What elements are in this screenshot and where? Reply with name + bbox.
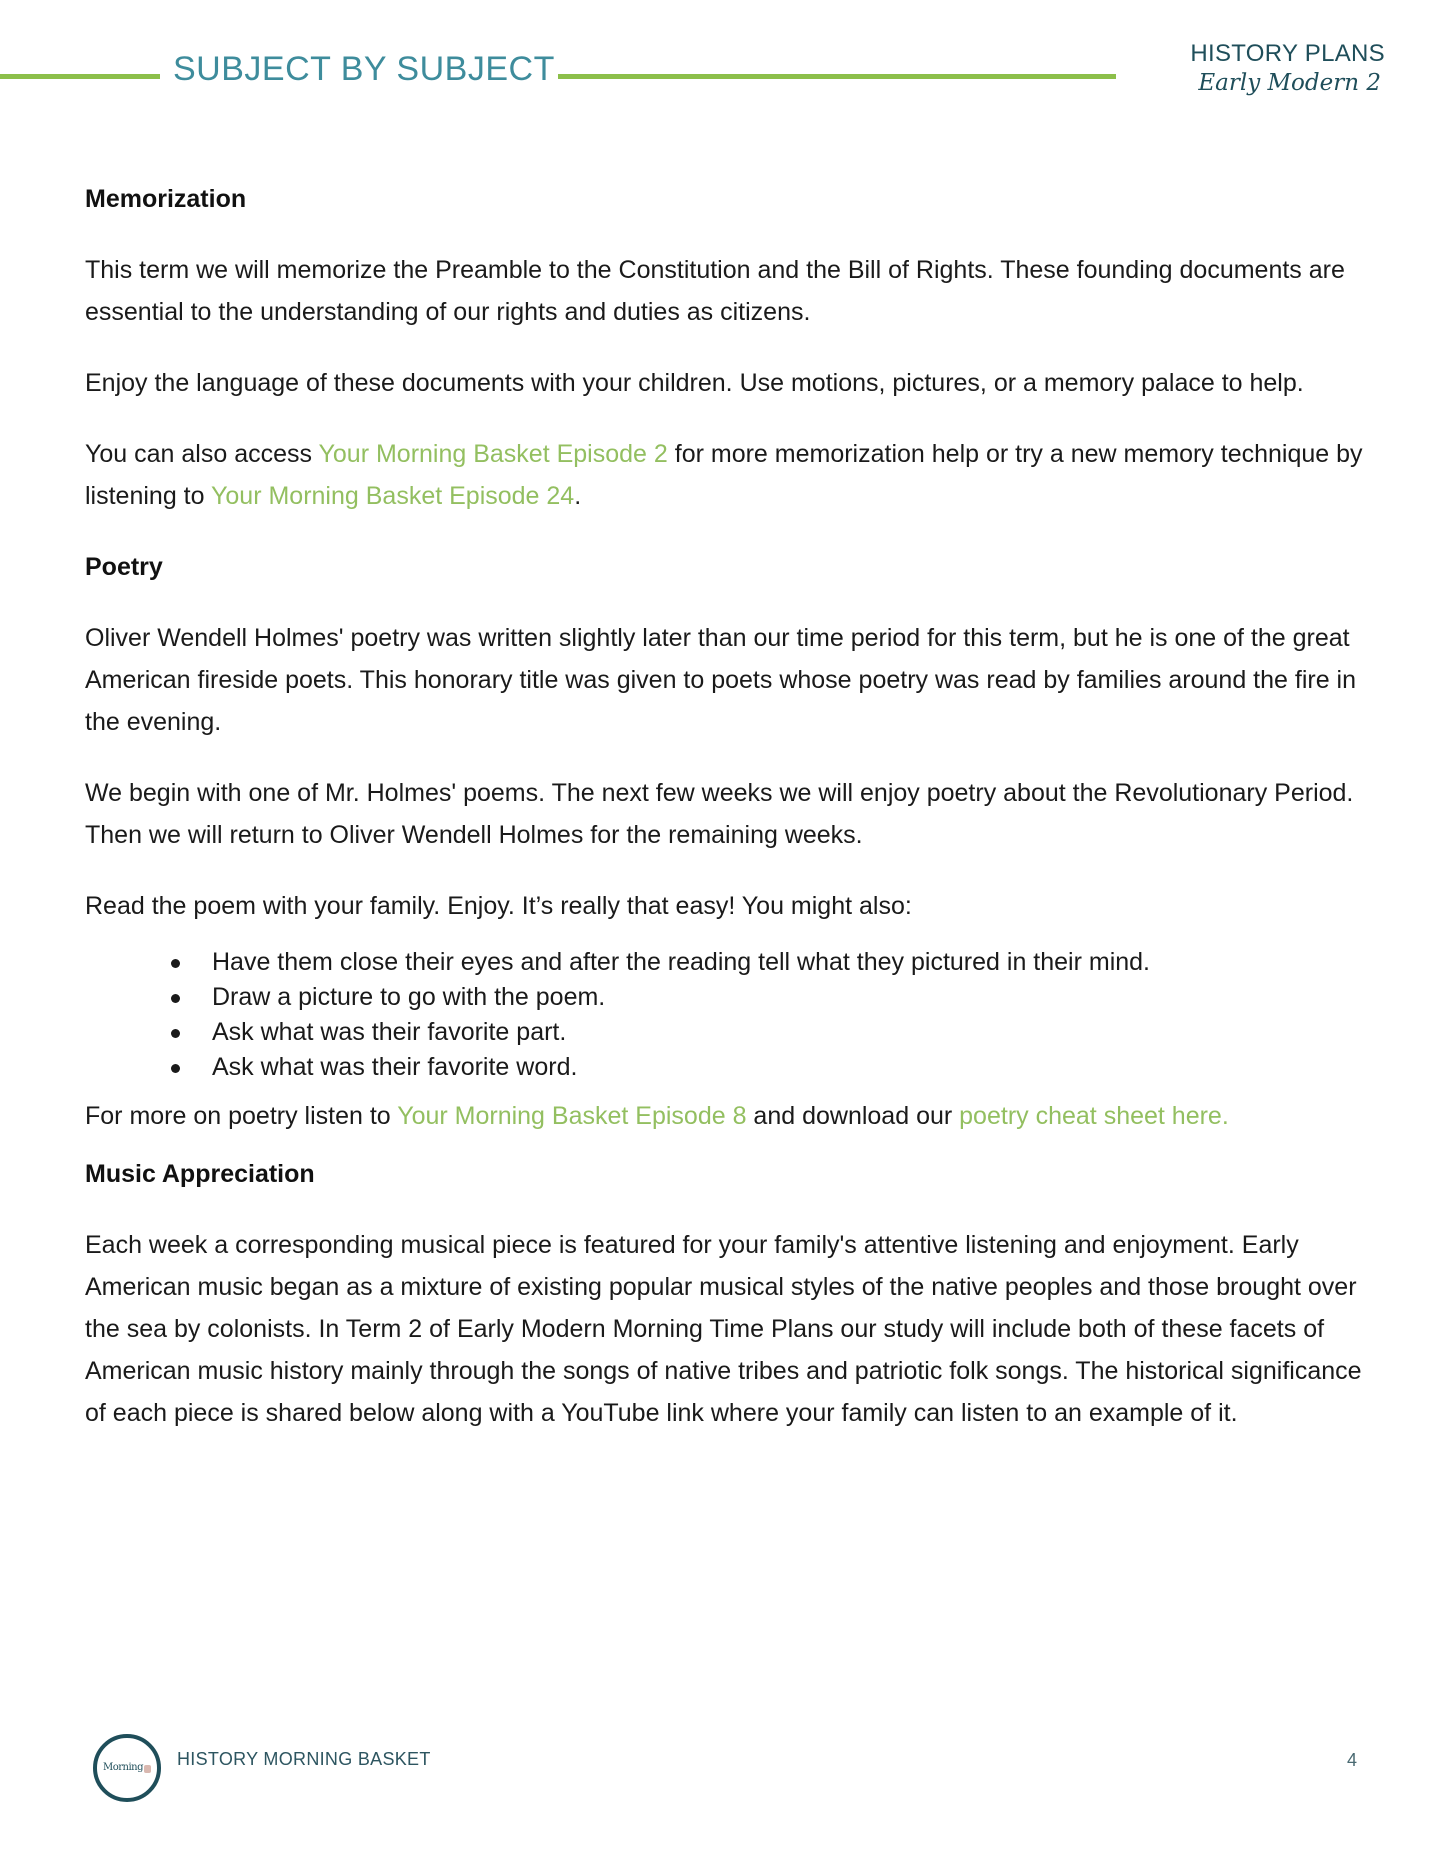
list-item bbox=[85, 1050, 1375, 1085]
poetry-section bbox=[85, 546, 1375, 1137]
basket-icon bbox=[144, 1765, 151, 1773]
music-paragraph-1: Each week a corresponding musical piece is featured for your family's attentive listening and enjoyment. Early American music began as a mixture of existing popular musical styles of the native peoples and those brought over the sea by colonists. In Term 2 of Early Modern Morning Time Plans our study will include both of these facets of American music history mainly through the songs of native tribes and patriotic folk songs. The historical significance of each piece is shared below along with a YouTube link where your family can listen to an example of it. bbox=[85, 1231, 1362, 1427]
music-section bbox=[85, 1153, 1375, 1434]
text-fragment: For more on poetry listen to bbox=[85, 1102, 398, 1130]
memorization-paragraph-1: This term we will memorize the Preamble to the Constitution and the Bill of Rights. These founding documents are essential to the understanding of our rights and duties as citizens. bbox=[85, 256, 1345, 326]
text-fragment: You can also access bbox=[85, 440, 319, 468]
page-content bbox=[85, 178, 1375, 1434]
poetry-paragraph-3: Read the poem with your family. Enjoy. It’s really that easy! You might also: bbox=[85, 892, 912, 920]
bullet-icon bbox=[171, 1064, 180, 1073]
header-rule-right bbox=[558, 74, 1116, 79]
music-heading: Music Appreciation bbox=[85, 1160, 315, 1188]
poetry-paragraph-2: We begin with one of Mr. Holmes' poems. The next few weeks we will enjoy poetry about the Revolutionary Period. Then we will return to Oliver Wendell Holmes for the remaining weeks. bbox=[85, 779, 1354, 849]
brand-block bbox=[1190, 40, 1385, 96]
episode-8-link[interactable]: Your Morning Basket Episode 8 bbox=[397, 1102, 747, 1130]
episode-2-link[interactable]: Your Morning Basket Episode 2 bbox=[318, 440, 668, 468]
logo-text: Morning bbox=[102, 1762, 144, 1773]
section-title: SUBJECT BY SUBJECT bbox=[173, 50, 555, 88]
list-item-text: Ask what was their favorite part. bbox=[212, 1018, 567, 1046]
poetry-paragraph-4 bbox=[85, 1095, 1375, 1137]
memorization-section bbox=[85, 178, 1375, 517]
list-item bbox=[85, 945, 1375, 980]
list-item-text: Ask what was their favorite word. bbox=[212, 1053, 578, 1081]
poetry-cheat-sheet-link[interactable]: poetry cheat sheet here. bbox=[959, 1102, 1229, 1130]
page-number: 4 bbox=[1347, 1750, 1358, 1770]
poetry-heading: Poetry bbox=[85, 553, 163, 581]
list-item bbox=[85, 1015, 1375, 1050]
bullet-icon bbox=[171, 959, 180, 968]
text-fragment: . bbox=[574, 482, 582, 510]
poetry-bullet-list bbox=[85, 945, 1375, 1085]
memorization-heading: Memorization bbox=[85, 185, 247, 213]
footer-label: HISTORY MORNING BASKET bbox=[177, 1748, 431, 1769]
bullet-icon bbox=[171, 994, 180, 1003]
brand-subtitle: Early Modern 2 bbox=[1198, 70, 1381, 96]
poetry-paragraph-1: Oliver Wendell Holmes' poetry was written slightly later than our time period for this term, but he is one of the great American fireside poets. This honorary title was given to poets whose poetry was read by families around the fire in the evening. bbox=[85, 624, 1357, 736]
memorization-paragraph-2: Enjoy the language of these documents with your children. Use motions, pictures, or a memory palace to help. bbox=[85, 369, 1304, 397]
header-rule-left bbox=[0, 74, 160, 79]
memorization-paragraph-3 bbox=[85, 433, 1375, 517]
list-item-text: Draw a picture to go with the poem. bbox=[212, 983, 606, 1011]
brand-title: HISTORY PLANS bbox=[1190, 40, 1385, 67]
list-item bbox=[85, 980, 1375, 1015]
text-fragment: for more memorization help or try a new memory technique by listening to bbox=[85, 440, 1363, 510]
list-item-text: Have them close their eyes and after the reading tell what they pictured in their mind. bbox=[212, 948, 1151, 976]
text-fragment: and download our bbox=[746, 1102, 960, 1130]
bullet-icon bbox=[171, 1029, 180, 1038]
footer bbox=[93, 1734, 431, 1802]
episode-24-link[interactable]: Your Morning Basket Episode 24 bbox=[211, 482, 575, 510]
morning-basket-logo bbox=[93, 1734, 161, 1802]
